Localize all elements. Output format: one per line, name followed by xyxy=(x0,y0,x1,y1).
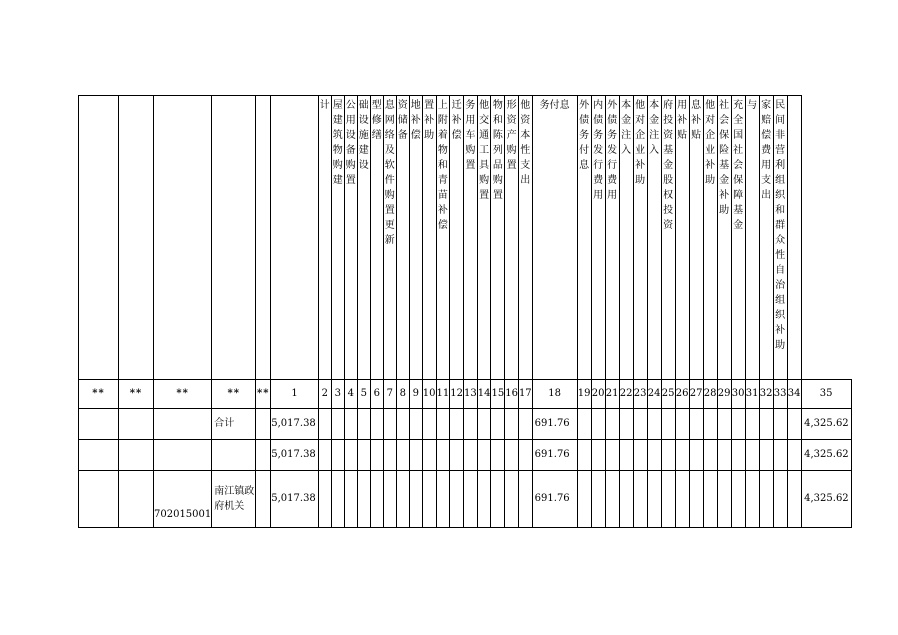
amount-subsidy: 4,325.62 xyxy=(801,409,851,440)
col-number: 5 xyxy=(357,380,370,409)
col-number: 6 xyxy=(370,380,383,409)
header-blank xyxy=(212,96,256,380)
header-cell xyxy=(383,96,396,380)
col-number: 33 xyxy=(773,380,787,409)
amount-interest: 691.76 xyxy=(532,409,577,440)
header-row xyxy=(79,96,852,380)
header-cell xyxy=(633,96,647,380)
header-cell xyxy=(703,96,717,380)
header-label: 本金注入 xyxy=(621,100,632,156)
col-number: 25 xyxy=(661,380,675,409)
header-cell xyxy=(422,96,436,380)
col-number: 13 xyxy=(464,380,478,409)
header-cell xyxy=(477,96,491,380)
header-cell xyxy=(689,96,703,380)
header-cell xyxy=(605,96,619,380)
header-cell xyxy=(396,96,409,380)
col-number: 20 xyxy=(591,380,605,409)
table-row xyxy=(79,440,852,471)
header-cell xyxy=(532,96,577,380)
header-label: 础设施建设 xyxy=(358,100,369,171)
col-number: 1 xyxy=(271,380,319,409)
table-row xyxy=(79,471,852,528)
header-blank xyxy=(119,96,154,380)
amount-subsidy: 4,325.62 xyxy=(801,440,851,471)
header-label: 上附着物和青苗补偿 xyxy=(437,100,448,231)
header-label: 内债务发行费用 xyxy=(593,100,604,201)
col-number: 35 xyxy=(801,380,851,409)
col-number: 27 xyxy=(689,380,703,409)
star-cell: ** xyxy=(256,380,271,409)
col-number: 21 xyxy=(605,380,619,409)
amount-interest: 691.76 xyxy=(532,471,577,528)
header-cell xyxy=(464,96,478,380)
header-cell xyxy=(318,96,331,380)
header-label: 迁补偿 xyxy=(451,100,462,141)
header-label: 与 xyxy=(747,100,758,111)
col-number: 14 xyxy=(477,380,491,409)
col-number: 11 xyxy=(436,380,450,409)
header-blank xyxy=(256,96,271,380)
header-label: 息网络及软件购置更新 xyxy=(384,100,395,246)
col-number: 23 xyxy=(633,380,647,409)
header-label: 务用车购置 xyxy=(465,100,476,171)
header-label: 计 xyxy=(319,100,330,111)
col-number: 29 xyxy=(717,380,731,409)
header-cell xyxy=(787,96,801,380)
amount-total: 5,017.38 xyxy=(271,409,319,440)
col-number: 16 xyxy=(505,380,519,409)
col-number: 15 xyxy=(491,380,505,409)
header-cell xyxy=(773,96,787,380)
col-number: 31 xyxy=(745,380,759,409)
col-number: 19 xyxy=(577,380,591,409)
header-label: 府投资基金股权投资 xyxy=(663,100,674,231)
header-blank xyxy=(79,96,119,380)
header-label: 公用设备购置 xyxy=(345,100,356,186)
header-label: 民间非营利组织和群众性自治组织补助 xyxy=(775,100,786,351)
star-cell: ** xyxy=(212,380,256,409)
header-cell xyxy=(745,96,759,380)
col-number: 18 xyxy=(532,380,577,409)
header-cell xyxy=(370,96,383,380)
header-cell xyxy=(731,96,745,380)
col-number: 32 xyxy=(759,380,773,409)
header-cell xyxy=(450,96,464,380)
header-label: 地补偿 xyxy=(410,100,421,141)
col-number: 28 xyxy=(703,380,717,409)
amount-total: 5,017.38 xyxy=(271,471,319,528)
col-number: 7 xyxy=(383,380,396,409)
header-label: 他对企业补助 xyxy=(705,100,716,186)
col-number: 2 xyxy=(318,380,331,409)
header-cell xyxy=(591,96,605,380)
star-cell: ** xyxy=(154,380,212,409)
col-number: 9 xyxy=(409,380,422,409)
col-number: 26 xyxy=(675,380,689,409)
header-cell xyxy=(505,96,519,380)
column-number-row xyxy=(79,380,852,409)
header-cell xyxy=(661,96,675,380)
header-label: 外债务发行费用 xyxy=(607,100,618,201)
header-cell xyxy=(619,96,633,380)
header-label: 他资本性支出 xyxy=(520,100,531,186)
header-cell xyxy=(647,96,661,380)
header-label: 用补贴 xyxy=(677,100,688,141)
row-name: 南江镇政府机关 xyxy=(212,471,256,528)
header-blank xyxy=(271,96,319,380)
header-label: 本金注入 xyxy=(649,100,660,156)
row-name xyxy=(212,440,256,471)
header-label: 屋建筑物购建 xyxy=(332,100,343,186)
star-cell: ** xyxy=(79,380,119,409)
table-row-total xyxy=(79,409,852,440)
col-number: 17 xyxy=(518,380,532,409)
header-cell xyxy=(491,96,505,380)
header-label: 务付息 xyxy=(539,100,570,111)
header-label: 置补助 xyxy=(424,100,435,141)
header-cell xyxy=(577,96,591,380)
unit-code: 702015001 xyxy=(154,471,212,528)
row-name: 合计 xyxy=(212,409,256,440)
header-label: 型修缮 xyxy=(371,100,382,141)
header-cell xyxy=(357,96,370,380)
header-label: 他对企业补助 xyxy=(635,100,646,186)
star-cell: ** xyxy=(119,380,154,409)
header-label: 资储备 xyxy=(397,100,408,141)
header-cell xyxy=(331,96,344,380)
header-cell xyxy=(759,96,773,380)
header-label: 充全国社会保障基金 xyxy=(733,100,744,231)
header-label: 社会保险基金补助 xyxy=(719,100,730,216)
header-cell xyxy=(518,96,532,380)
col-number: 30 xyxy=(731,380,745,409)
header-label: 形资产购置 xyxy=(506,100,517,171)
header-cell xyxy=(344,96,357,380)
col-number: 4 xyxy=(344,380,357,409)
header-cell xyxy=(409,96,422,380)
budget-table xyxy=(78,95,852,528)
header-cell xyxy=(436,96,450,380)
header-blank xyxy=(154,96,212,380)
header-label: 他交通工具购置 xyxy=(479,100,490,201)
amount-total: 5,017.38 xyxy=(271,440,319,471)
header-label: 物和陈列品购置 xyxy=(492,100,503,201)
col-number: 12 xyxy=(450,380,464,409)
header-label: 外债务付息 xyxy=(579,100,590,171)
col-number: 22 xyxy=(619,380,633,409)
header-label: 家赔偿费用支出 xyxy=(761,100,772,201)
col-number: 10 xyxy=(422,380,436,409)
header-label: 息补贴 xyxy=(691,100,702,141)
col-number: 34 xyxy=(787,380,801,409)
header-cell xyxy=(717,96,731,380)
amount-subsidy: 4,325.62 xyxy=(801,471,851,528)
col-number: 3 xyxy=(331,380,344,409)
col-number: 24 xyxy=(647,380,661,409)
amount-interest: 691.76 xyxy=(532,440,577,471)
col-number: 8 xyxy=(396,380,409,409)
header-cell xyxy=(675,96,689,380)
